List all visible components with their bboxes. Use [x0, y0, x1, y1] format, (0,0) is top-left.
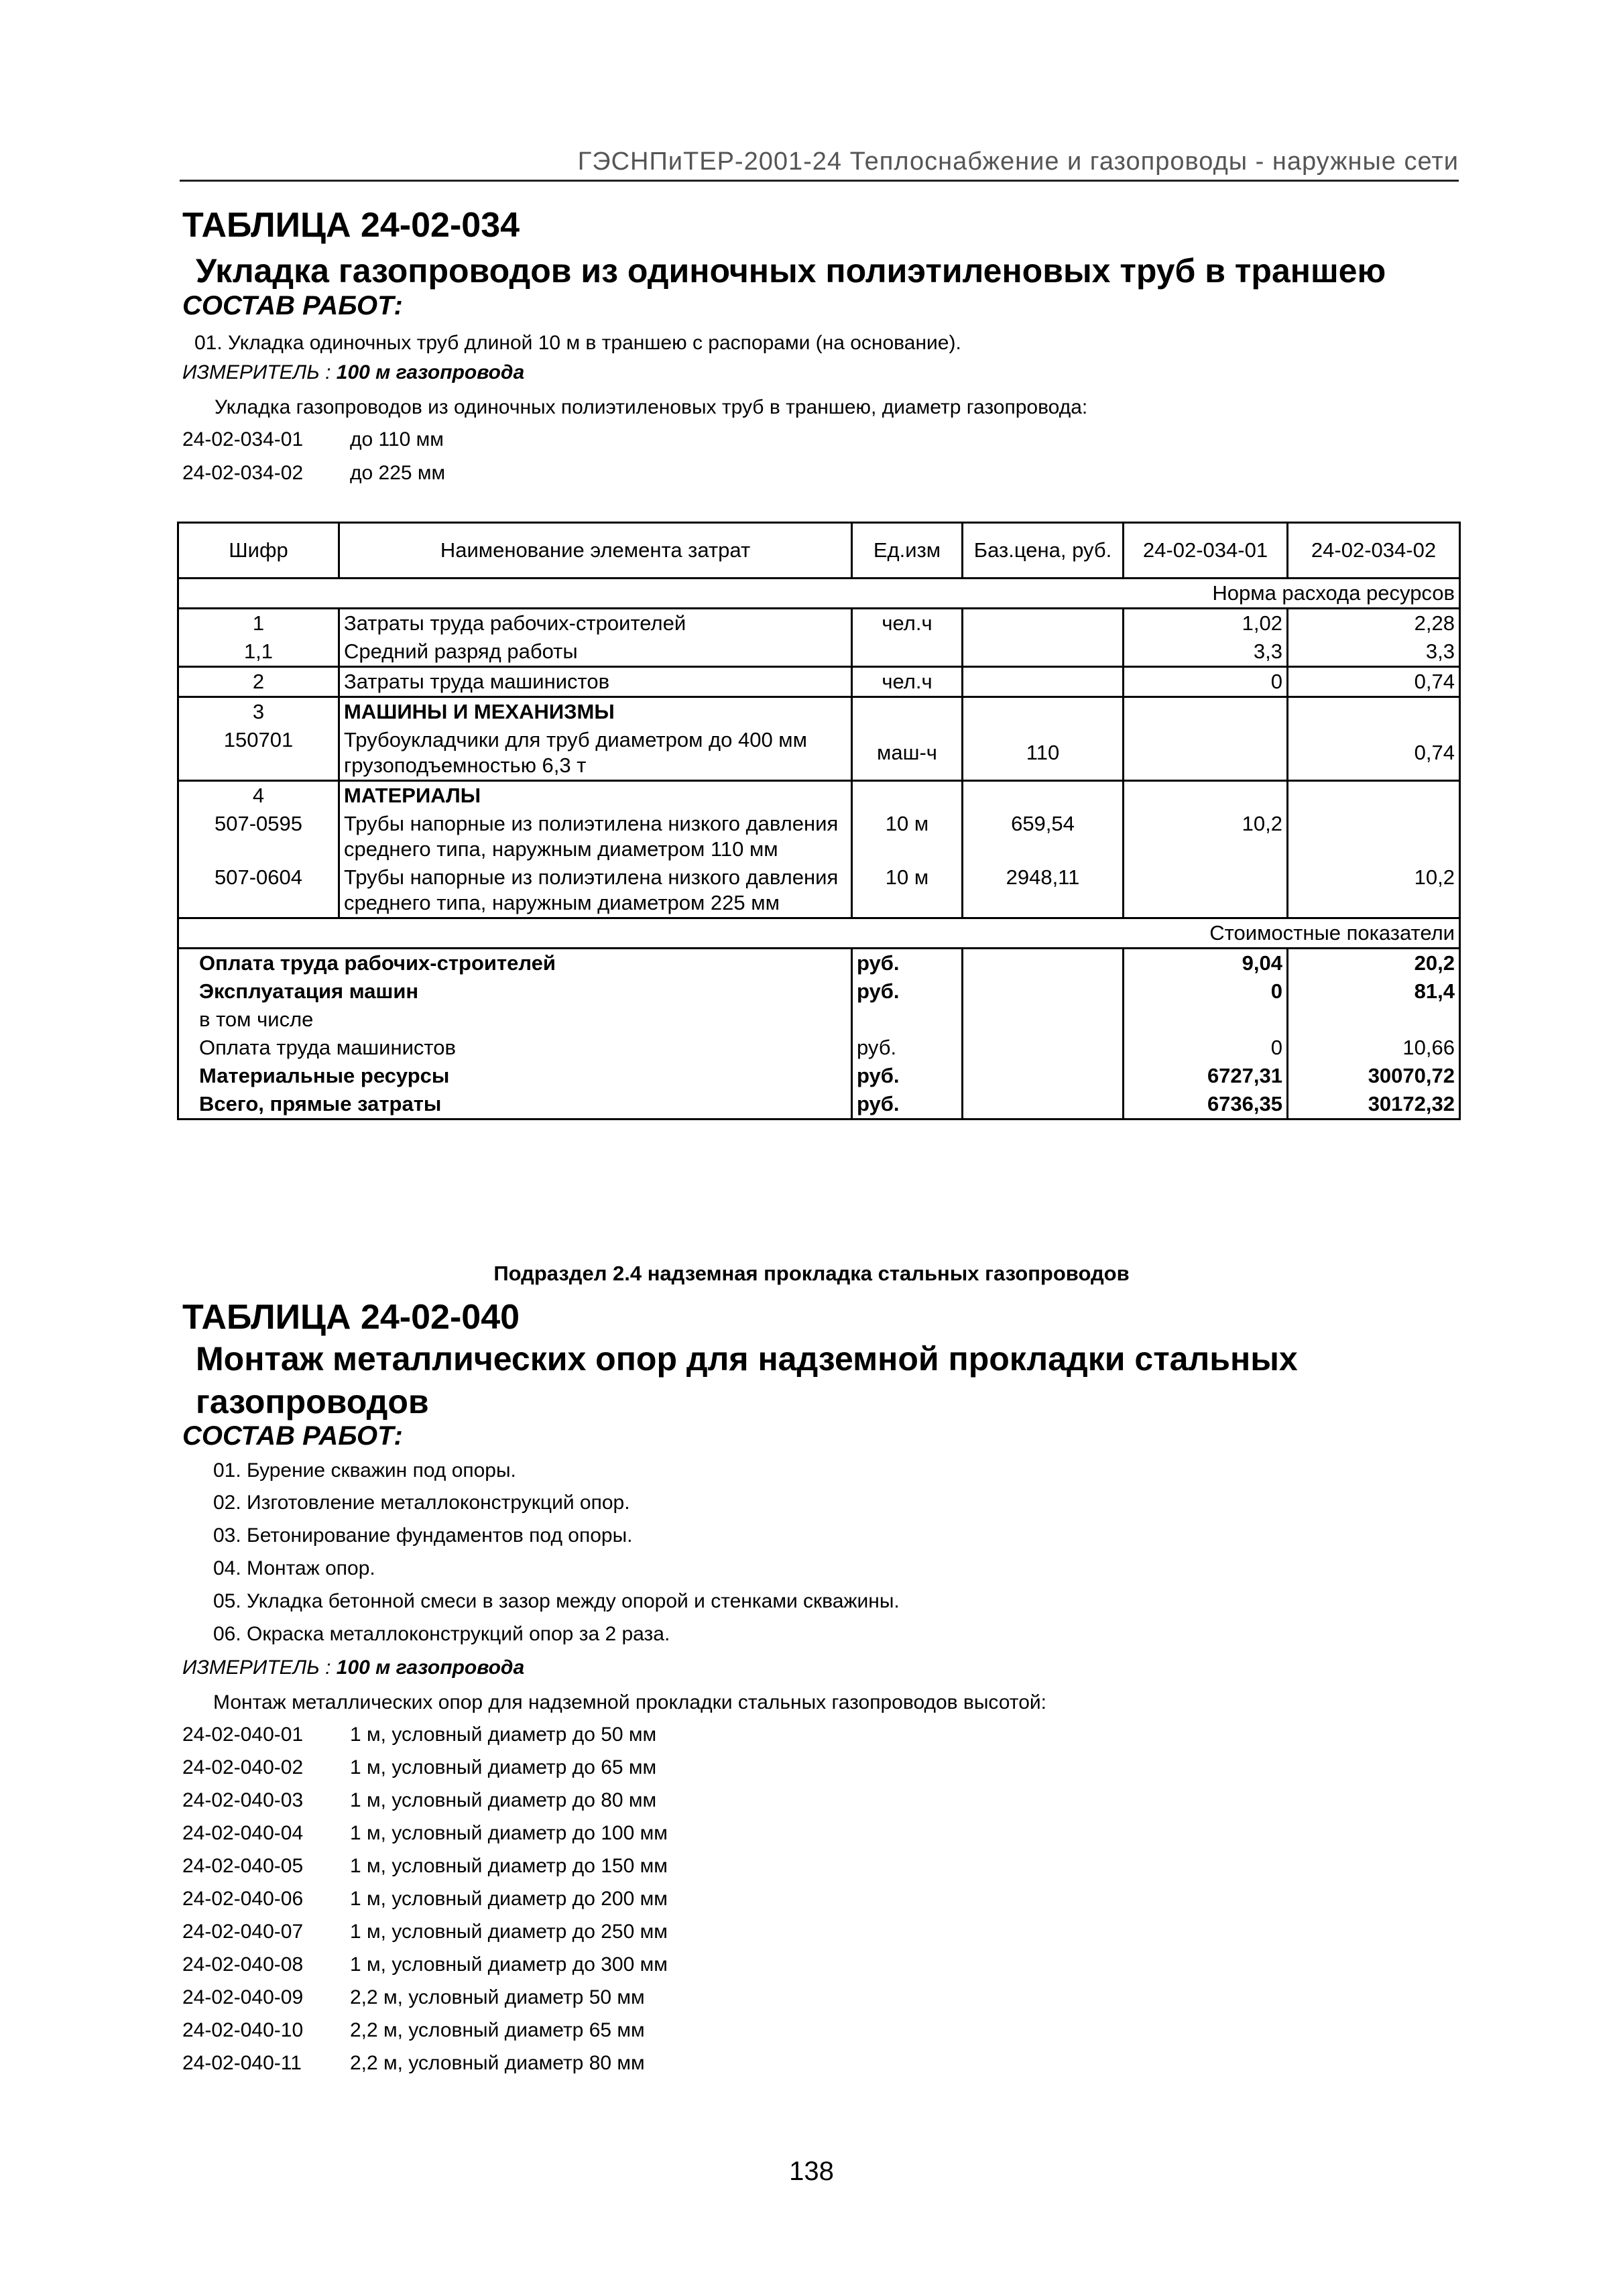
norm-table	[177, 522, 1461, 1120]
cost-name: Эксплуатация машин	[178, 977, 852, 1006]
table2-code-row: 24-02-040-11 2,2 м, условный диаметр 80 мм	[182, 2052, 645, 2074]
cost-unit: руб.	[852, 977, 963, 1006]
cell-code: 4	[178, 781, 339, 810]
cost-value-01: 9,04	[1124, 949, 1288, 978]
cell-value-02	[1288, 781, 1460, 810]
table2-work-item: 01. Бурение скважин под опоры.	[213, 1459, 516, 1482]
cell-code: 150701	[178, 726, 339, 781]
page-number: 138	[789, 2157, 834, 2186]
table2-code-row: 24-02-040-10 2,2 м, условный диаметр 65 мм	[182, 2019, 645, 2041]
table2-work-item: 02. Изготовление металлоконструкций опор.	[213, 1492, 630, 1514]
cell-unit: чел.ч	[852, 667, 963, 697]
cost-unit: руб.	[852, 1062, 963, 1090]
running-header: ГЭСНПиТЕР-2001-24 Теплоснабжение и газопроводы - наружные сети	[180, 146, 1459, 182]
cost-row	[178, 949, 1460, 978]
cell-value-02: 0,74	[1288, 726, 1460, 781]
table2-code-row: 24-02-040-05 1 м, условный диаметр до 150 мм	[182, 1855, 668, 1877]
cell-name: Трубоукладчики для труб диаметром до 400 мм грузоподъемностью 6,3 т	[339, 726, 852, 781]
table2-izmeritel: ИЗМЕРИТЕЛЬ : 100 м газопровода	[182, 1656, 525, 1679]
cell-price	[963, 697, 1124, 727]
table-row	[178, 638, 1460, 667]
cost-value-01: 6727,31	[1124, 1062, 1288, 1090]
table2-work-item: 06. Окраска металлоконструкций опор за 2 раза.	[213, 1623, 670, 1645]
cell-value-01	[1124, 697, 1288, 727]
cell-unit: 10 м	[852, 863, 963, 918]
cell-value-01: 1,02	[1124, 609, 1288, 638]
table-row	[178, 609, 1460, 638]
table-row	[178, 781, 1460, 810]
cell-name: Трубы напорные из полиэтилена низкого давления среднего типа, наружным диаметром 225 мм	[339, 863, 852, 918]
column-header: Ед.изм	[852, 523, 963, 579]
cost-row	[178, 977, 1460, 1006]
cost-name: Материальные ресурсы	[178, 1062, 852, 1090]
cell-name: Затраты труда рабочих-строителей	[339, 609, 852, 638]
cell-price: 2948,11	[963, 863, 1124, 918]
table-header-row	[178, 523, 1460, 579]
table2-title: ТАБЛИЦА 24-02-040	[182, 1298, 520, 1337]
subsection-heading: Подраздел 2.4 надземная прокладка стальных газопроводов	[493, 1262, 1130, 1285]
table1-work-item: 01. Укладка одиночных труб длиной 10 м в траншею с распорами (на основание).	[194, 332, 961, 354]
table2-code-row: 24-02-040-07 1 м, условный диаметр до 250 мм	[182, 1921, 668, 1943]
cell-value-02: 10,2	[1288, 863, 1460, 918]
band-row	[178, 579, 1460, 609]
cost-unit: руб.	[852, 949, 963, 978]
column-header: 24-02-034-01	[1124, 523, 1288, 579]
table1-description: Укладка газопроводов из одиночных полиэтиленовых труб в траншею, диаметр газопровода:	[215, 396, 1088, 418]
cost-value-01: 0	[1124, 977, 1288, 1006]
table2-subtitle: Монтаж металлических опор для надземной прокладки стальных газопроводов	[196, 1340, 1298, 1421]
cell-price: 659,54	[963, 810, 1124, 863]
cell-name: МАШИНЫ И МЕХАНИЗМЫ	[339, 697, 852, 727]
cell-code: 507-0604	[178, 863, 339, 918]
table-row	[178, 810, 1460, 863]
cost-value-01: 0	[1124, 1034, 1288, 1062]
cell-code: 2	[178, 667, 339, 697]
cell-unit	[852, 638, 963, 667]
cost-name: Оплата труда рабочих-строителей	[178, 949, 852, 978]
cost-name: в том числе	[178, 1006, 852, 1034]
cost-price	[963, 1034, 1124, 1062]
band-row	[178, 918, 1460, 949]
cell-value-01: 3,3	[1124, 638, 1288, 667]
cell-value-02: 2,28	[1288, 609, 1460, 638]
cost-price	[963, 1062, 1124, 1090]
cost-price	[963, 949, 1124, 978]
cell-unit: маш-ч	[852, 726, 963, 781]
cell-unit: 10 м	[852, 810, 963, 863]
cost-row	[178, 1034, 1460, 1062]
cell-name: МАТЕРИАЛЫ	[339, 781, 852, 810]
table2-work-item: 04. Монтаж опор.	[213, 1557, 375, 1579]
cost-value-01: 6736,35	[1124, 1090, 1288, 1120]
table2-code-row: 24-02-040-06 1 м, условный диаметр до 200 мм	[182, 1888, 668, 1910]
table1-sostav-label: СОСТАВ РАБОТ:	[182, 291, 403, 320]
cost-price	[963, 1006, 1124, 1034]
cost-name: Оплата труда машинистов	[178, 1034, 852, 1062]
cost-price	[963, 1090, 1124, 1120]
cell-price	[963, 609, 1124, 638]
cost-value-02: 10,66	[1288, 1034, 1460, 1062]
table2-code-row: 24-02-040-08 1 м, условный диаметр до 300 мм	[182, 1953, 668, 1976]
table2-description: Монтаж металлических опор для надземной прокладки стальных газопроводов высотой:	[213, 1691, 1046, 1713]
cell-unit: чел.ч	[852, 609, 963, 638]
cell-value-02	[1288, 810, 1460, 863]
cell-value-02	[1288, 697, 1460, 727]
cell-unit	[852, 781, 963, 810]
table2-code-row: 24-02-040-09 2,2 м, условный диаметр 50 мм	[182, 1986, 645, 2008]
cell-price	[963, 667, 1124, 697]
table2-code-row: 24-02-040-02 1 м, условный диаметр до 65 мм	[182, 1756, 657, 1778]
cost-value-02: 81,4	[1288, 977, 1460, 1006]
cell-name: Затраты труда машинистов	[339, 667, 852, 697]
cell-value-01	[1124, 863, 1288, 918]
table2-code-row: 24-02-040-03 1 м, условный диаметр до 80 мм	[182, 1789, 657, 1811]
cost-value-01	[1124, 1006, 1288, 1034]
table2-code-row: 24-02-040-01 1 м, условный диаметр до 50 мм	[182, 1724, 657, 1746]
cost-unit: руб.	[852, 1090, 963, 1120]
cell-code: 507-0595	[178, 810, 339, 863]
table2-work-item: 03. Бетонирование фундаментов под опоры.	[213, 1524, 633, 1547]
cost-row	[178, 1062, 1460, 1090]
column-header: 24-02-034-02	[1288, 523, 1460, 579]
cost-band-label: Стоимостные показатели	[178, 918, 1460, 949]
table-row	[178, 667, 1460, 697]
cost-row	[178, 1090, 1460, 1120]
cell-value-01: 0	[1124, 667, 1288, 697]
column-header: Шифр	[178, 523, 339, 579]
cost-unit	[852, 1006, 963, 1034]
table1-code-row: 24-02-034-02 до 225 мм	[182, 462, 446, 484]
table1-izmeritel: ИЗМЕРИТЕЛЬ : 100 м газопровода	[182, 361, 525, 383]
cell-value-01: 10,2	[1124, 810, 1288, 863]
table2-sostav-label: СОСТАВ РАБОТ:	[182, 1421, 403, 1451]
cell-code: 1	[178, 609, 339, 638]
cell-name: Средний разряд работы	[339, 638, 852, 667]
cell-value-01	[1124, 726, 1288, 781]
cell-price	[963, 638, 1124, 667]
cell-code: 3	[178, 697, 339, 727]
table2-code-row: 24-02-040-04 1 м, условный диаметр до 100 мм	[182, 1822, 668, 1844]
table1-title: ТАБЛИЦА 24-02-034	[182, 206, 520, 245]
cost-unit: руб.	[852, 1034, 963, 1062]
cell-price	[963, 781, 1124, 810]
table-row	[178, 726, 1460, 781]
table1-code-row: 24-02-034-01 до 110 мм	[182, 428, 444, 450]
cost-price	[963, 977, 1124, 1006]
cell-name: Трубы напорные из полиэтилена низкого давления среднего типа, наружным диаметром 110 мм	[339, 810, 852, 863]
column-header: Баз.цена, руб.	[963, 523, 1124, 579]
cost-name: Всего, прямые затраты	[178, 1090, 852, 1120]
cell-value-01	[1124, 781, 1288, 810]
cost-value-02: 20,2	[1288, 949, 1460, 978]
table-row	[178, 697, 1460, 727]
cell-unit	[852, 697, 963, 727]
cost-value-02: 30172,32	[1288, 1090, 1460, 1120]
table1-subtitle: Укладка газопроводов из одиночных полиэтиленовых труб в траншею	[196, 252, 1386, 290]
cost-row	[178, 1006, 1460, 1034]
table2-work-item: 05. Укладка бетонной смеси в зазор между опорой и стенками скважины.	[213, 1590, 900, 1612]
cost-value-02	[1288, 1006, 1460, 1034]
cell-value-02: 0,74	[1288, 667, 1460, 697]
cell-value-02: 3,3	[1288, 638, 1460, 667]
cell-price: 110	[963, 726, 1124, 781]
cell-code: 1,1	[178, 638, 339, 667]
table-row	[178, 863, 1460, 918]
column-header: Наименование элемента затрат	[339, 523, 852, 579]
norm-band-label: Норма расхода ресурсов	[178, 579, 1460, 609]
cost-value-02: 30070,72	[1288, 1062, 1460, 1090]
